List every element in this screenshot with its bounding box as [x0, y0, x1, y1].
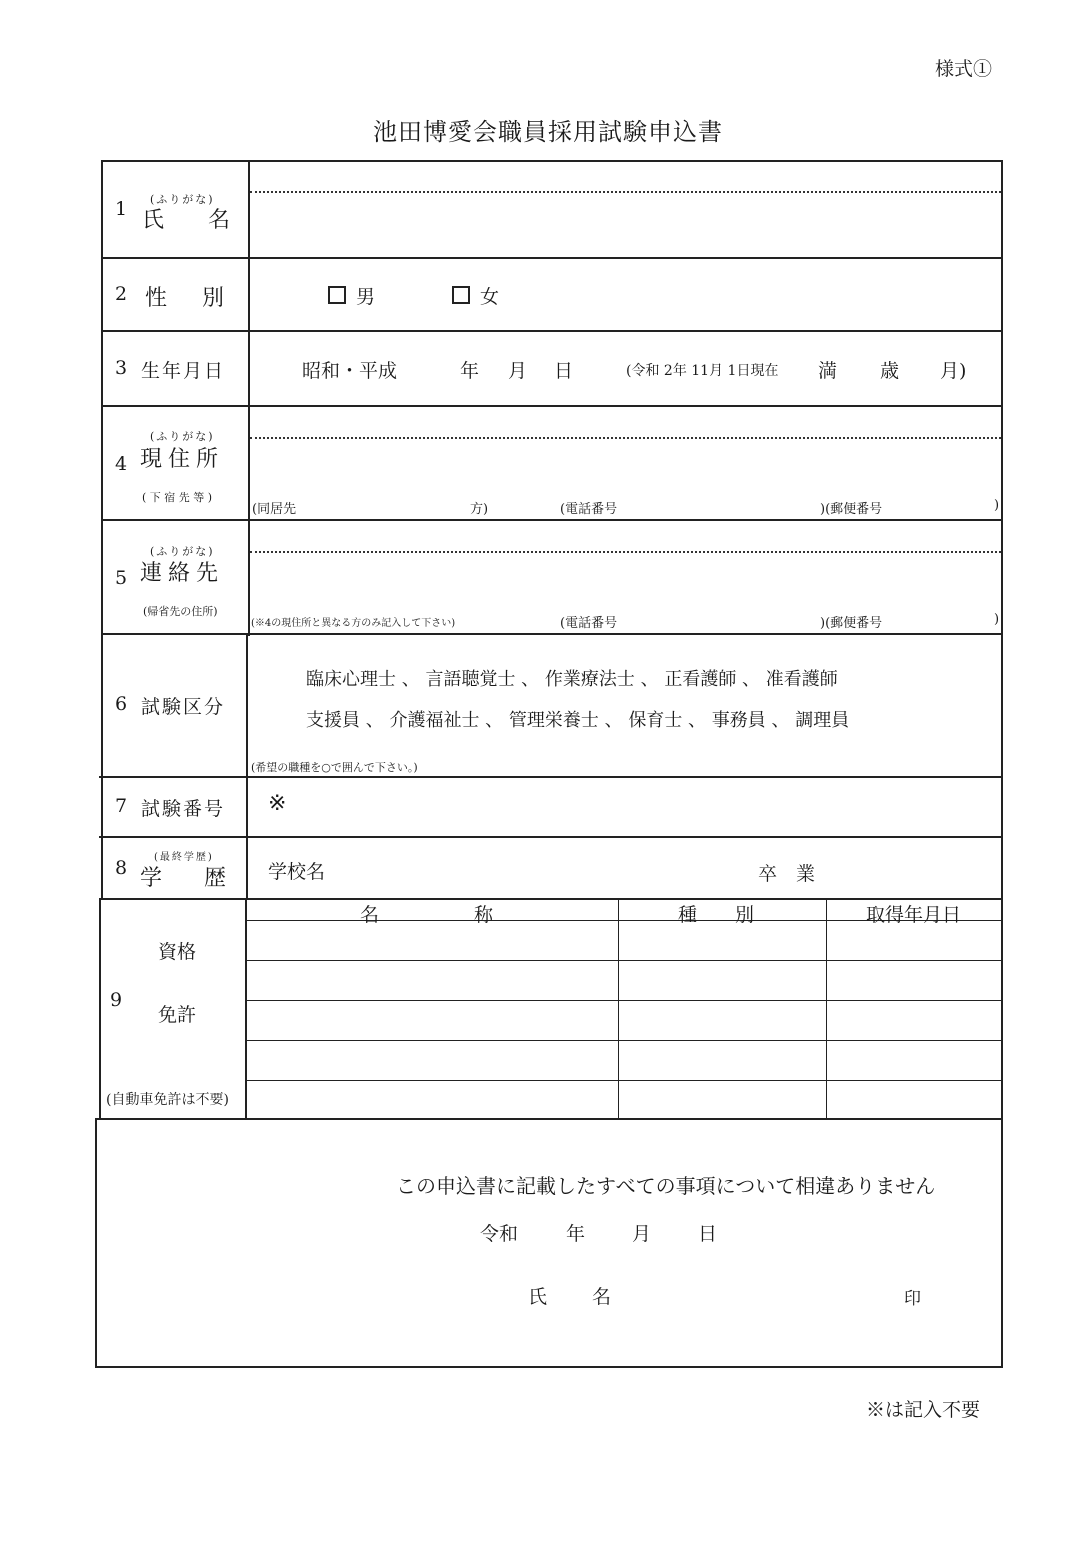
page-title: 池田博愛会職員採用試験申込書 [373, 118, 723, 146]
graduation-label: 卒 業 [758, 863, 816, 885]
qualification-label: 資格 [158, 941, 197, 963]
era-options[interactable]: 昭和・平成 [302, 360, 398, 382]
full-age-prefix: 満 [818, 360, 838, 382]
column-header-name: 名 称 [360, 904, 494, 926]
declaration-text: この申込書に記載したすべての事項について相違ありません [396, 1174, 936, 1198]
exam-category-note: (希望の職種を○で囲んで下さい。) [251, 761, 418, 774]
cohabitant-suffix: 方) [470, 502, 489, 517]
cohabitant-label: (同居先 [252, 502, 297, 517]
declaration-era: 令和 [480, 1223, 519, 1245]
row-6-number: 6 [115, 693, 128, 715]
row-5-ruby: (ふりがな) [150, 545, 215, 558]
row-4-number: 4 [115, 453, 128, 475]
qualification-entry-area[interactable] [247, 922, 617, 1116]
age-months-unit: 月) [940, 360, 967, 382]
exam-category-options-1[interactable]: 臨床心理士 、 言語聴覚士 、 作業療法士 、 正看護師 、 准看護師 [306, 669, 838, 690]
gender-female-option[interactable]: 女 [452, 282, 499, 309]
contact-phone-label: (電話番号 [560, 616, 618, 631]
seal-mark: 印 [904, 1289, 921, 1309]
gender-label-b: 別 [202, 286, 225, 311]
education-label-b: 歴 [204, 866, 227, 891]
row-3-number: 3 [115, 357, 128, 379]
gender-label-a: 性 [145, 286, 168, 311]
exam-number-label: 試験番号 [141, 798, 226, 820]
exam-number-mark: ※ [268, 791, 287, 816]
name-furigana-field[interactable] [252, 163, 1000, 189]
exam-category-options-2[interactable]: 支援員 、 介護福祉士 、 管理栄養士 、 保育士 、 事務員 、 調理員 [306, 710, 850, 731]
exam-category-label: 試験区分 [141, 696, 226, 718]
footer-note: ※は記入不要 [866, 1399, 981, 1421]
contact-furigana-field[interactable] [252, 524, 1000, 548]
gender-male-option[interactable]: 男 [328, 282, 375, 309]
birthdate-label: 生年月日 [141, 360, 226, 382]
address-label: 現住所 [140, 447, 225, 472]
contact-field[interactable] [252, 555, 1000, 607]
contact-close-paren: ) [994, 612, 1000, 627]
address-field[interactable] [252, 441, 1000, 491]
row-7-number: 7 [115, 795, 128, 817]
row-5-number: 5 [115, 567, 128, 589]
signature-name-b: 名 [592, 1286, 612, 1308]
age-as-of-date: (令和 2年 11月 1日現在 [626, 363, 779, 379]
contact-sublabel: (帰省先の住所) [143, 605, 218, 618]
age-years-unit: 歳 [880, 360, 900, 382]
declaration-year-unit: 年 [566, 1223, 586, 1245]
form-id: 様式① [935, 58, 993, 80]
address-zip-label: )(郵便番号 [820, 502, 883, 517]
column-header-date: 取得年月日 [866, 904, 962, 926]
checkbox-male[interactable] [328, 286, 346, 304]
declaration-day-unit: 日 [698, 1223, 718, 1245]
license-note: (自動車免許は不要) [106, 1092, 229, 1108]
checkbox-female[interactable] [452, 286, 470, 304]
birth-month-unit: 月 [508, 360, 528, 382]
row-4-ruby: (ふりがな) [150, 430, 215, 443]
birth-day-unit: 日 [554, 360, 574, 382]
signature-name-a: 氏 [528, 1286, 548, 1308]
contact-zip-label: )(郵便番号 [820, 616, 883, 631]
name-label-a: 氏 [142, 208, 165, 233]
declaration-month-unit: 月 [632, 1223, 652, 1245]
name-label-b: 名 [208, 208, 231, 233]
row-9-number: 9 [110, 989, 123, 1011]
address-close-paren: ) [994, 498, 1000, 513]
row-1-ruby: (ふりがな) [150, 193, 215, 206]
education-label-a: 学 [140, 866, 163, 891]
address-sublabel: ( 下 宿 先 等 ) [142, 491, 213, 504]
row-8-number: 8 [115, 857, 128, 879]
row-1-number: 1 [115, 198, 128, 220]
license-label: 免許 [158, 1004, 197, 1026]
row-8-ruby: (最終学歴) [154, 852, 214, 863]
school-name-field[interactable] [340, 845, 740, 889]
birth-year-unit: 年 [460, 360, 480, 382]
contact-note: (※4の現住所と異なる方のみ記入して下さい) [251, 618, 456, 629]
contact-label: 連絡先 [140, 561, 225, 586]
name-field[interactable] [252, 195, 1000, 255]
address-phone-label: (電話番号 [560, 502, 618, 517]
row-2-number: 2 [115, 283, 128, 305]
column-header-type: 種 別 [678, 904, 755, 926]
school-name-label: 学校名 [268, 861, 326, 883]
address-furigana-field[interactable] [252, 410, 1000, 434]
signature-field[interactable] [640, 1276, 880, 1312]
